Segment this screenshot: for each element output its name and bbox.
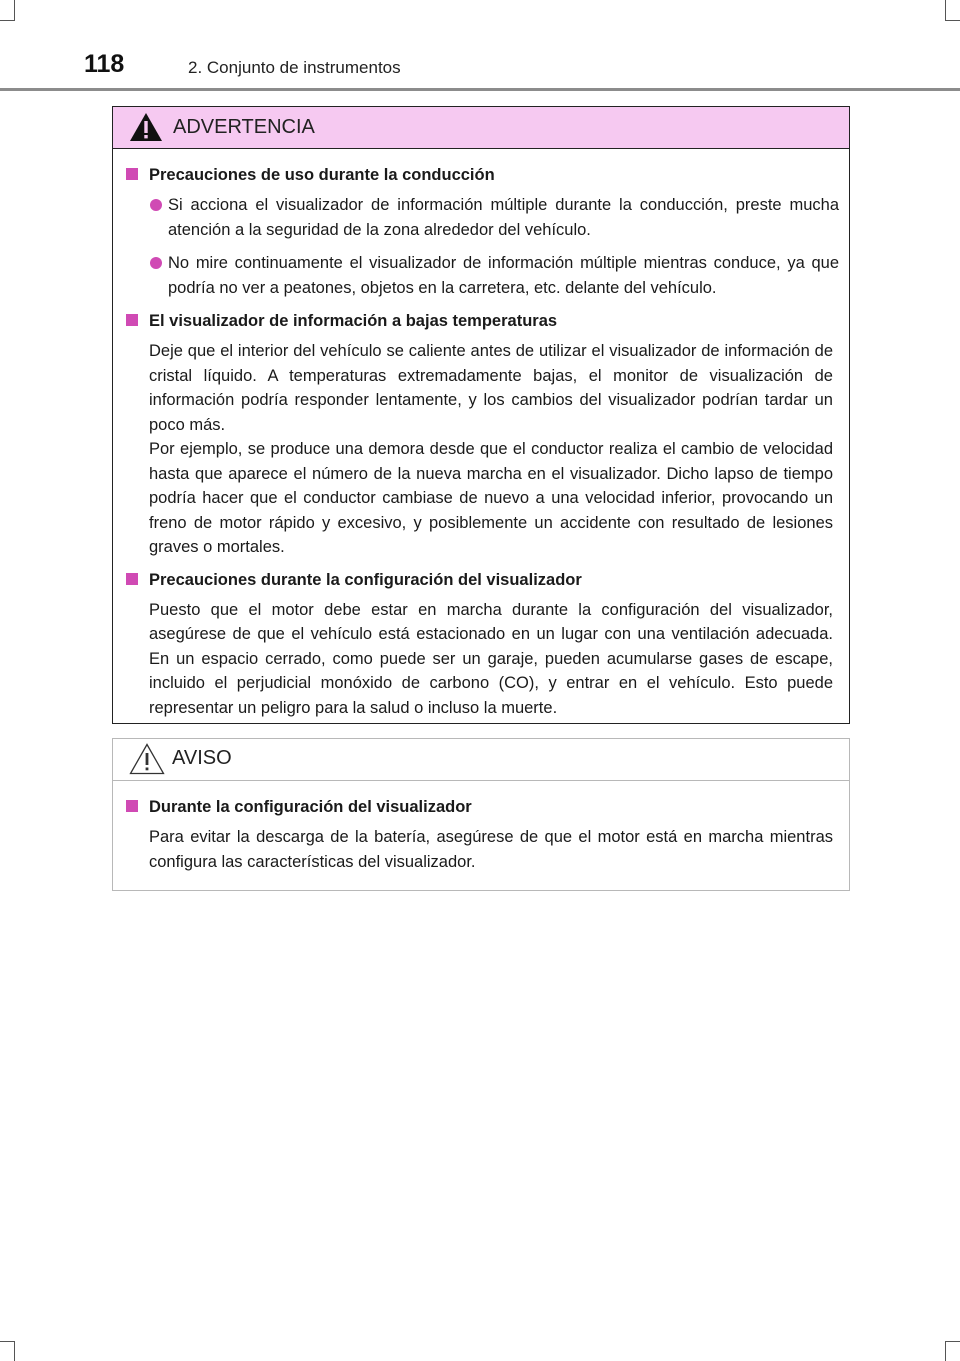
warning-triangle-icon <box>129 112 163 142</box>
section-heading: Precauciones durante la configuración del visualizador <box>123 568 839 592</box>
paragraph: Para evitar la descarga de la batería, asegúrese de que el motor está en marcha mientras configura las características del visualizador. <box>149 828 833 871</box>
crop-mark <box>945 1341 960 1342</box>
round-bullet-icon <box>150 199 162 211</box>
crop-mark <box>945 1341 946 1361</box>
round-bullet-icon <box>150 257 162 269</box>
section-heading: Precauciones de uso durante la conducción <box>123 163 839 187</box>
notice-box <box>112 738 850 891</box>
square-bullet-icon <box>126 314 138 326</box>
square-bullet-icon <box>126 573 138 585</box>
paragraph: Puesto que el motor debe estar en marcha durante la configuración del visualizador, asegúrese de que el vehículo está estacionado en un lugar con una ventilación adecuada. En un espacio cerrado, como puede ser un garaje, pueden acumularse gases de escape, incluido el perjudicial monóxido de carbono (CO), y entrar en el vehículo. Esto puede representar un peligro para la salud o incluso la muerte. <box>149 600 833 717</box>
warning-content <box>113 149 849 728</box>
square-bullet-icon <box>126 168 138 180</box>
page-number: 118 <box>84 50 125 78</box>
crop-mark <box>0 1341 15 1342</box>
section-heading: El visualizador de información a bajas temperaturas <box>123 309 839 333</box>
square-bullet-icon <box>126 800 138 812</box>
warning-label: ADVERTENCIA <box>173 116 315 138</box>
notice-content <box>113 781 849 882</box>
warning-box <box>112 106 850 724</box>
crop-mark <box>14 1341 15 1361</box>
section-title: 2. Conjunto de instrumentos <box>188 58 401 77</box>
list-item: Si acciona el visualizador de información múltiple durante la conducción, preste mucha atención a la seguridad de la zona alrededor del vehículo. <box>123 193 839 243</box>
header-divider <box>0 88 960 91</box>
caution-triangle-icon <box>129 743 165 775</box>
notice-label: AVISO <box>172 747 232 769</box>
section-heading: Durante la configuración del visualizador <box>123 795 839 819</box>
page-header <box>0 0 960 92</box>
list-item: No mire continuamente el visualizador de información múltiple mientras conduce, ya que podría no ver a peatones, objetos en la carretera, etc. delante del vehículo. <box>123 251 839 301</box>
notice-header <box>113 739 849 781</box>
warning-header <box>113 107 849 149</box>
paragraph: Deje que el interior del vehículo se caliente antes de utilizar el visualizador de información de cristal líquido. A temperaturas extremadamente bajas, el monitor de visualización de información podría responder lentamente, y los cambios del visualizador podrían tardar un poco más. Por ejemplo, se produce una demora desde que el conductor realiza el cambio de velocidad hasta que aparece el número de la nueva marcha en el visualizador. Dicho lapso de tiempo podría hacer que el conductor cambiase de nuevo a una velocidad inferior, provocando un freno de motor rápido y excesivo, y posiblemente un accidente con resultado de lesiones graves o mortales. <box>149 342 833 556</box>
